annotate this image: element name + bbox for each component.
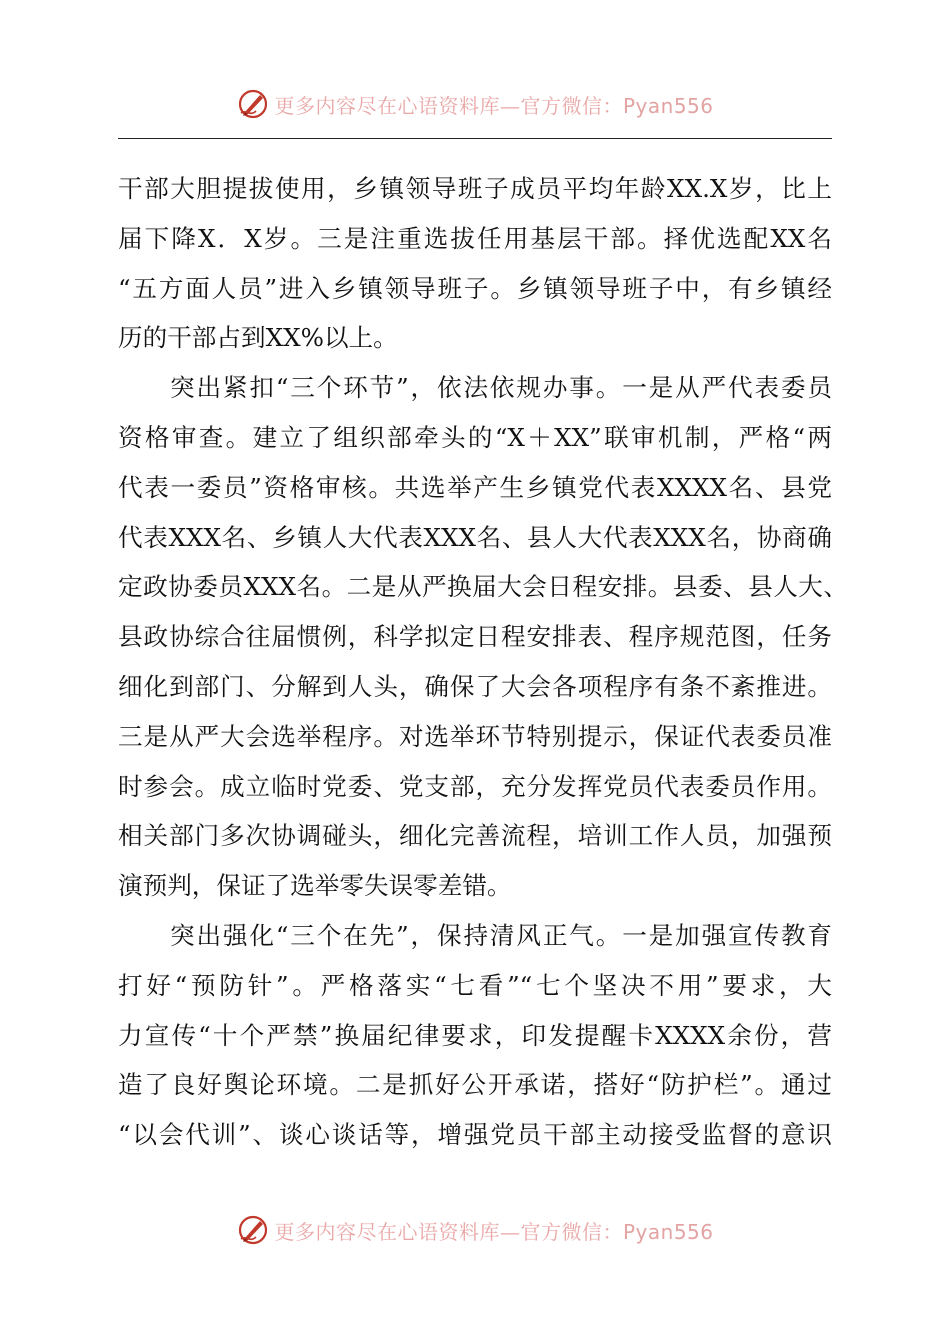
body-line: 突出紧扣“三个环节”，依法依规办事。一是从严代表委员 <box>170 373 832 403</box>
banner-text <box>274 90 713 119</box>
banner-caption: 更多内容尽在心语资料库—官方微信： <box>274 93 623 118</box>
header-rule <box>118 138 832 139</box>
body-line: 造了良好舆论环境。二是抓好公开承诺，搭好“防护栏”。通过 <box>118 1070 832 1100</box>
pen-logo-icon <box>236 1213 270 1247</box>
body-line: 打好“预防针”。严格落实“七看”“七个坚决不用”要求，大 <box>118 970 832 1000</box>
pen-logo-icon <box>236 87 270 121</box>
banner-caption: 更多内容尽在心语资料库—官方微信： <box>274 1219 623 1244</box>
body-line: 县政协综合往届惯例，科学拟定日程安排表、程序规范图，任务 <box>118 622 832 652</box>
body-line: 细化到部门、分解到人头，确保了大会各项程序有条不紊推进。 <box>118 671 832 701</box>
body-line: 定政协委员XXX名。二是从严换届大会日程安排。县委、县人大、 <box>118 572 848 602</box>
document-body <box>118 164 848 1160</box>
body-line: 届下降X．X岁。三是注重选拔任用基层干部。择优选配XX名 <box>118 223 832 253</box>
body-line: “五方面人员”进入乡镇领导班子。乡镇领导班子中，有乡镇经 <box>118 273 832 303</box>
body-line: 突出强化“三个在先”，保持清风正气。一是加强宣传教育 <box>170 920 832 950</box>
body-line: 干部大胆提拔使用，乡镇领导班子成员平均年龄XX.X岁，比上 <box>118 174 832 203</box>
banner-text <box>274 1216 713 1245</box>
body-line: 资格审查。建立了组织部牵头的“X＋XX”联审机制，严格“两 <box>118 422 832 452</box>
body-line: 代表一委员”资格审核。共选举产生乡镇党代表XXXX名、县党 <box>118 472 832 502</box>
wechat-id: Pyan556 <box>622 93 714 118</box>
body-line: 力宣传“十个严禁”换届纪律要求，印发提醒卡XXXX余份，营 <box>118 1020 832 1050</box>
body-line: 时参会。成立临时党委、党支部，充分发挥党员代表委员作用。 <box>118 771 832 801</box>
header-banner <box>0 84 950 124</box>
wechat-id: Pyan556 <box>622 1219 714 1244</box>
body-line: 相关部门多次协调碰头，细化完善流程，培训工作人员，加强预 <box>118 821 832 851</box>
body-line: 历的干部占到XX%以上。 <box>118 323 398 353</box>
footer-banner <box>0 1210 950 1250</box>
body-line: “以会代训”、谈心谈话等，增强党员干部主动接受监督的意识 <box>118 1120 832 1150</box>
body-line: 演预判，保证了选举零失误零差错。 <box>118 871 512 901</box>
body-line: 代表XXX名、乡镇人大代表XXX名、县人大代表XXX名，协商确 <box>118 522 832 552</box>
body-line: 三是从严大会选举程序。对选举环节特别提示，保证代表委员准 <box>118 721 832 751</box>
